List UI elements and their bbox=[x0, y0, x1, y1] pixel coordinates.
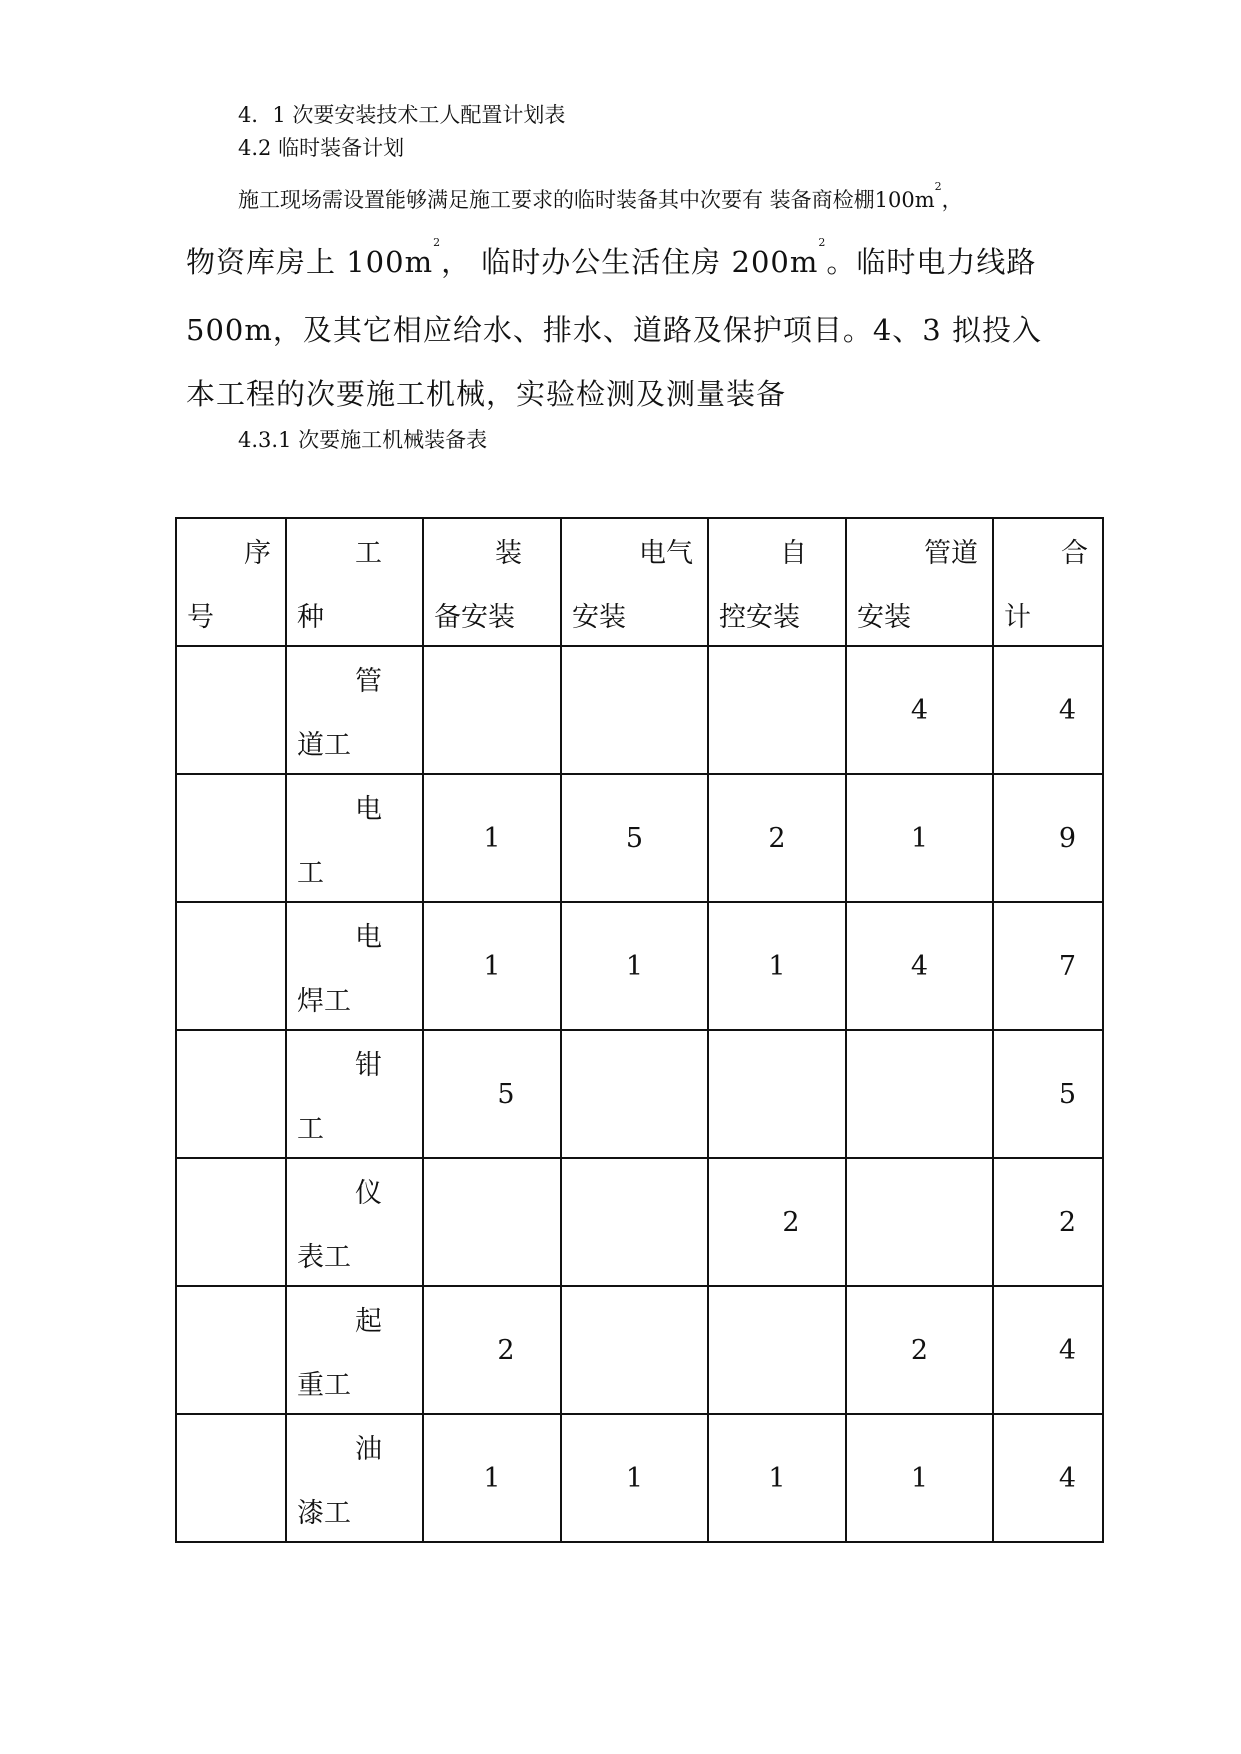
header-total-bottom: 计 bbox=[1004, 602, 1031, 633]
equipment-value: 5 bbox=[497, 1078, 515, 1110]
header-cell-total bbox=[993, 518, 1103, 646]
electrical-value bbox=[562, 1159, 707, 1285]
electrical-value: 1 bbox=[625, 1462, 644, 1494]
piping-cell bbox=[846, 1414, 993, 1542]
piping-value bbox=[847, 1159, 992, 1285]
equipment-value bbox=[424, 1159, 560, 1285]
seq-cell bbox=[176, 1414, 286, 1542]
electrical-cell bbox=[561, 1030, 708, 1158]
header-total-top: 合 bbox=[1061, 538, 1088, 569]
equipment-value: 2 bbox=[497, 1334, 515, 1366]
piping-value: 4 bbox=[910, 950, 929, 982]
table-row bbox=[176, 1030, 1103, 1158]
piping-value: 1 bbox=[910, 822, 929, 854]
seq-value bbox=[177, 647, 285, 773]
paragraph-line-1-tail: ， bbox=[941, 188, 963, 212]
total-value: 4 bbox=[1058, 1334, 1076, 1366]
header-trade-bottom: 种 bbox=[297, 602, 324, 633]
paragraph-line-1-text: 施工现场需设置能够满足施工要求的临时装备其中次要有 装备商检棚100m bbox=[238, 188, 935, 212]
seq-value bbox=[177, 1415, 285, 1541]
automation-cell bbox=[708, 646, 846, 774]
total-cell bbox=[993, 646, 1103, 774]
automation-value: 2 bbox=[782, 1206, 800, 1238]
superscript: 2 bbox=[934, 180, 942, 193]
equipment-value: 1 bbox=[483, 1462, 501, 1494]
trade-bottom: 焊工 bbox=[297, 986, 351, 1017]
automation-value bbox=[709, 1287, 845, 1413]
equipment-value: 1 bbox=[483, 822, 501, 854]
trade-cell bbox=[286, 646, 423, 774]
seq-cell bbox=[176, 902, 286, 1030]
piping-cell bbox=[846, 1286, 993, 1414]
piping-value: 1 bbox=[910, 1462, 929, 1494]
header-seq-bottom: 号 bbox=[187, 602, 214, 633]
equipment-cell bbox=[423, 902, 561, 1030]
header-row bbox=[176, 518, 1103, 646]
piping-cell bbox=[846, 1030, 993, 1158]
table-row bbox=[176, 902, 1103, 1030]
electrical-value: 5 bbox=[625, 822, 644, 854]
electrical-cell bbox=[561, 902, 708, 1030]
piping-cell bbox=[846, 646, 993, 774]
total-value: 5 bbox=[1058, 1078, 1076, 1110]
automation-value: 1 bbox=[768, 1462, 786, 1494]
paragraph-line-3: 500m，及其它相应给水、排水、道路及保护项目。4、3 拟投入 bbox=[186, 313, 1042, 347]
table-row bbox=[176, 646, 1103, 774]
header-cell-piping bbox=[846, 518, 993, 646]
equipment-cell bbox=[423, 646, 561, 774]
header-electrical-top: 电气 bbox=[639, 538, 693, 569]
header-electrical-bottom: 安装 bbox=[572, 602, 626, 633]
automation-value: 2 bbox=[768, 822, 786, 854]
automation-value bbox=[709, 647, 845, 773]
trade-cell bbox=[286, 1158, 423, 1286]
header-cell-electrical bbox=[561, 518, 708, 646]
automation-cell bbox=[708, 1414, 846, 1542]
table-row bbox=[176, 1414, 1103, 1542]
header-equipment-top: 装 bbox=[495, 538, 522, 569]
trade-top: 电 bbox=[355, 794, 382, 825]
piping-cell bbox=[846, 902, 993, 1030]
seq-cell bbox=[176, 1030, 286, 1158]
total-cell bbox=[993, 1286, 1103, 1414]
paragraph-line-2-part-a: 物资库房上 100m bbox=[186, 245, 434, 279]
total-cell bbox=[993, 902, 1103, 1030]
paragraph-line-2 bbox=[186, 236, 1037, 281]
header-cell-trade bbox=[286, 518, 423, 646]
piping-value: 2 bbox=[910, 1334, 929, 1366]
seq-value bbox=[177, 903, 285, 1029]
seq-cell bbox=[176, 774, 286, 902]
total-value: 9 bbox=[1058, 822, 1076, 854]
header-cell-automation bbox=[708, 518, 846, 646]
header-seq-top: 序 bbox=[244, 538, 271, 569]
electrical-cell bbox=[561, 1158, 708, 1286]
paragraph-line-1 bbox=[238, 180, 963, 214]
electrical-value: 1 bbox=[625, 950, 644, 982]
trade-bottom: 表工 bbox=[297, 1242, 351, 1273]
electrical-cell bbox=[561, 1414, 708, 1542]
header-trade-top: 工 bbox=[355, 538, 382, 569]
superscript: 2 bbox=[433, 236, 442, 249]
seq-cell bbox=[176, 1286, 286, 1414]
trade-bottom: 重工 bbox=[297, 1370, 351, 1401]
seq-value bbox=[177, 1287, 285, 1413]
trade-bottom: 漆工 bbox=[297, 1498, 351, 1529]
electrical-cell bbox=[561, 646, 708, 774]
seq-value bbox=[177, 775, 285, 901]
electrical-cell bbox=[561, 1286, 708, 1414]
trade-top: 起 bbox=[355, 1306, 382, 1337]
automation-cell bbox=[708, 902, 846, 1030]
seq-cell bbox=[176, 1158, 286, 1286]
heading-4-2: 4.2 临时装备计划 bbox=[238, 136, 405, 160]
trade-top: 管 bbox=[355, 666, 382, 697]
automation-cell bbox=[708, 774, 846, 902]
header-automation-bottom: 控安装 bbox=[719, 602, 800, 633]
header-cell-equipment bbox=[423, 518, 561, 646]
automation-cell bbox=[708, 1030, 846, 1158]
total-value: 4 bbox=[1058, 1462, 1076, 1494]
table-row bbox=[176, 1286, 1103, 1414]
trade-bottom: 工 bbox=[297, 858, 324, 889]
total-value: 4 bbox=[1058, 694, 1076, 726]
heading-4-1: 4．1 次要安装技术工人配置计划表 bbox=[238, 103, 566, 127]
trade-cell bbox=[286, 1414, 423, 1542]
trade-top: 钳 bbox=[355, 1050, 382, 1081]
trade-top: 油 bbox=[355, 1434, 382, 1465]
trade-cell bbox=[286, 902, 423, 1030]
equipment-cell bbox=[423, 1030, 561, 1158]
paragraph-line-4: 本工程的次要施工机械，实验检测及测量装备 bbox=[186, 377, 787, 411]
equipment-value bbox=[424, 647, 560, 773]
paragraph-line-2-part-c: 。临时电力线路 bbox=[826, 245, 1037, 279]
trade-top: 仪 bbox=[355, 1178, 382, 1209]
header-piping-top: 管道 bbox=[924, 538, 978, 569]
total-value: 7 bbox=[1058, 950, 1076, 982]
header-cell-seq bbox=[176, 518, 286, 646]
piping-value: 4 bbox=[910, 694, 929, 726]
equipment-cell bbox=[423, 1158, 561, 1286]
total-cell bbox=[993, 774, 1103, 902]
electrical-cell bbox=[561, 774, 708, 902]
total-cell bbox=[993, 1414, 1103, 1542]
header-equipment-bottom: 备安装 bbox=[434, 602, 515, 633]
trade-bottom: 道工 bbox=[297, 730, 351, 761]
trade-cell bbox=[286, 1030, 423, 1158]
equipment-cell bbox=[423, 774, 561, 902]
table-row bbox=[176, 774, 1103, 902]
automation-value: 1 bbox=[768, 950, 786, 982]
piping-value bbox=[847, 1031, 992, 1157]
header-automation-top: 自 bbox=[780, 538, 807, 569]
electrical-value bbox=[562, 1287, 707, 1413]
total-cell bbox=[993, 1158, 1103, 1286]
paragraph-line-2-part-b: ， 临时办公生活住房 200m bbox=[441, 245, 819, 279]
automation-cell bbox=[708, 1286, 846, 1414]
electrical-value bbox=[562, 647, 707, 773]
equipment-cell bbox=[423, 1286, 561, 1414]
superscript: 2 bbox=[818, 236, 827, 249]
header-piping-bottom: 安装 bbox=[857, 602, 911, 633]
piping-cell bbox=[846, 1158, 993, 1286]
table-row bbox=[176, 1158, 1103, 1286]
seq-value bbox=[177, 1031, 285, 1157]
total-value: 2 bbox=[1058, 1206, 1076, 1238]
trade-bottom: 工 bbox=[297, 1114, 324, 1145]
electrical-value bbox=[562, 1031, 707, 1157]
trade-cell bbox=[286, 1286, 423, 1414]
seq-cell bbox=[176, 646, 286, 774]
trade-cell bbox=[286, 774, 423, 902]
piping-cell bbox=[846, 774, 993, 902]
automation-cell bbox=[708, 1158, 846, 1286]
seq-value bbox=[177, 1159, 285, 1285]
equipment-value: 1 bbox=[483, 950, 501, 982]
crew-table bbox=[175, 517, 1104, 1543]
heading-4-3-1: 4.3.1 次要施工机械装备表 bbox=[238, 428, 488, 452]
trade-top: 电 bbox=[355, 922, 382, 953]
equipment-cell bbox=[423, 1414, 561, 1542]
automation-value bbox=[709, 1031, 845, 1157]
total-cell bbox=[993, 1030, 1103, 1158]
